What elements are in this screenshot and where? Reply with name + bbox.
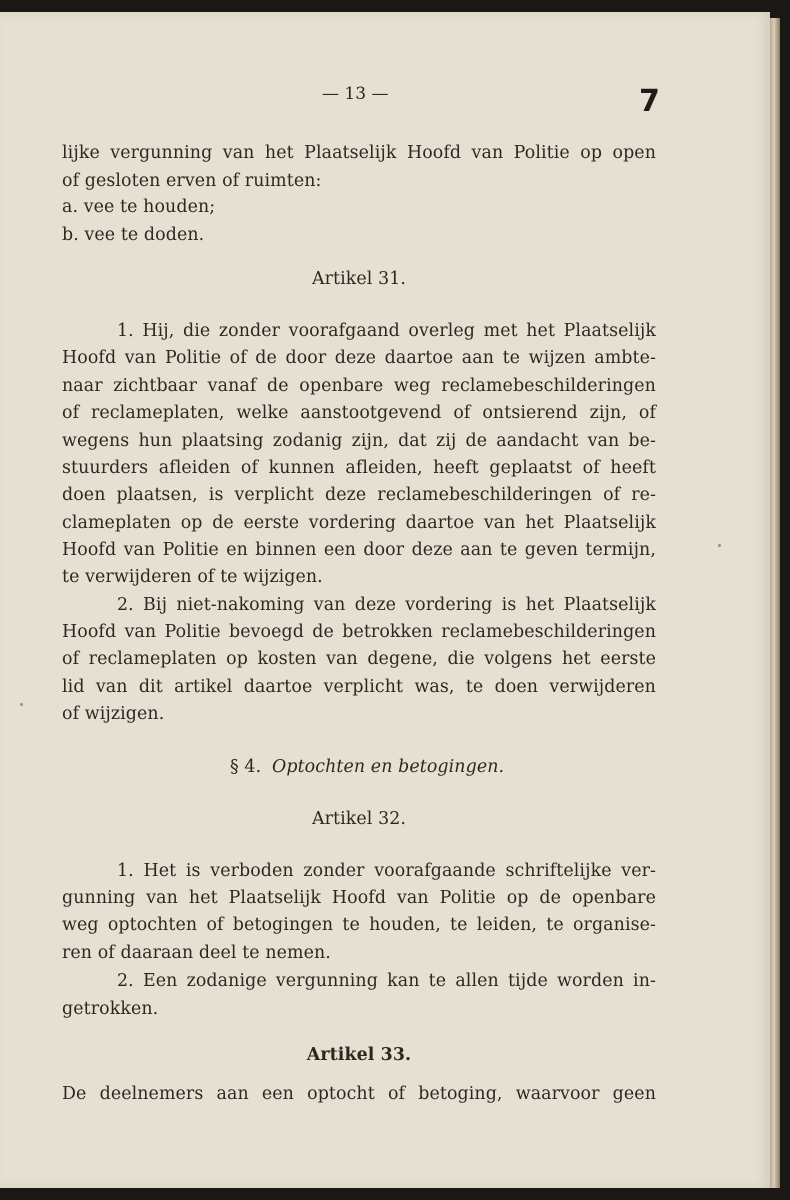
text-line: ren of daaraan deel te nemen. <box>62 943 331 963</box>
list-item: a. vee te houden; <box>62 197 216 217</box>
text-line: naar zichtbaar vanaf de openbare weg reclamebeschilderingen <box>62 376 656 396</box>
section-title: Optochten en betogingen. <box>272 757 505 777</box>
text-line: te verwijderen of te wijzigen. <box>62 567 323 587</box>
article-heading: Artikel 32. <box>311 809 407 829</box>
text-line: Hoofd van Politie bevoegd de betrokken reclamebeschilderingen <box>62 622 656 642</box>
page-number: — 13 — <box>322 84 389 104</box>
text-line: Hoofd van Politie en binnen een door deze aan te geven termijn, <box>62 540 656 560</box>
page-edge <box>770 18 780 1188</box>
text-line: of wijzigen. <box>62 704 165 724</box>
section-number: § 4. <box>230 757 262 777</box>
text-line: De deelnemers aan een optocht of betoging, waarvoor geen <box>62 1084 656 1104</box>
text-line: wegens hun plaatsing zodanig zijn, dat zij de aandacht van be- <box>62 431 656 451</box>
text-line: 1. Het is verboden zonder voorafgaande schriftelijke ver- <box>117 861 656 881</box>
text-line: of reclameplaten op kosten van degene, die volgens het eerste <box>62 649 656 669</box>
text-line: clameplaten op de eerste vordering daartoe van het Plaatselijk <box>62 513 656 533</box>
list-item: b. vee te doden. <box>62 225 205 245</box>
text-line: of gesloten erven of ruimten: <box>62 171 322 191</box>
text-line: 2. Een zodanige vergunning kan te allen tijde worden in- <box>117 971 656 991</box>
text-line: gunning van het Plaatselijk Hoofd van Politie op de openbare <box>62 888 656 908</box>
text-line: stuurders afleiden of kunnen afleiden, heeft geplaatst of heeft <box>62 458 656 478</box>
paper-speck <box>718 544 721 547</box>
text-line: of reclameplaten, welke aanstootgevend of ontsierend zijn, of <box>62 403 656 423</box>
text-line: 1. Hij, die zonder voorafgaand overleg met het Plaatselijk <box>117 321 656 341</box>
text-line: Hoofd van Politie of de door deze daartoe aan te wijzen ambte- <box>62 348 656 368</box>
sheet-number: 7 <box>639 84 660 119</box>
text-line: lijke vergunning van het Plaatselijk Hoofd van Politie op open <box>62 143 656 163</box>
text-line: lid van dit artikel daartoe verplicht was, te doen verwijderen <box>62 677 656 697</box>
article-heading: Artikel 33. <box>306 1045 412 1065</box>
text-line: weg optochten of betogingen te houden, te leiden, te organise- <box>62 915 656 935</box>
article-heading: Artikel 31. <box>311 269 407 289</box>
text-line: getrokken. <box>62 999 159 1019</box>
paper-speck <box>20 703 23 706</box>
text-line: doen plaatsen, is verplicht deze reclamebeschilderingen of re- <box>62 485 656 505</box>
text-line: 2. Bij niet-nakoming van deze vordering is het Plaatselijk <box>117 595 656 615</box>
